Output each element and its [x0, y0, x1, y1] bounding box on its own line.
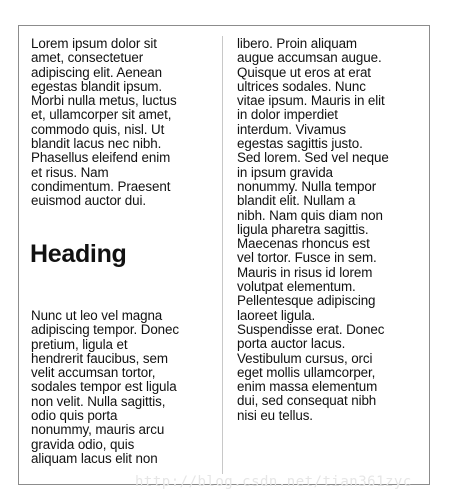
left-column-paragraph-1: Lorem ipsum dolor sit amet, consectetuer adipiscing elit. Aenean egestas blandit ipsum. Morbi nulla metus, luctus et, ullamcorper sit amet, commodo quis, nisl. Ut blandit lacus nec nibh. Phasellus eleifend enim et risus. Nam condimentum. Praesent euismod auctor dui.	[31, 36, 177, 209]
column-divider	[222, 36, 223, 474]
left-column-paragraph-2: Nunc ut leo vel magna adipiscing tempor. Donec pretium, ligula et hendrerit faucibus, sem velit accumsan tortor, sodales tempor est ligula non velit. Nulla sagittis, odio quis porta nonummy, mauris arcu gravida odio, quis aliquam lacus elit non	[31, 308, 179, 466]
document-frame	[18, 25, 430, 485]
watermark-url: http://blog.csdn.net/tian361zyc	[135, 474, 412, 490]
right-column-paragraph: libero. Proin aliquam augue accumsan augue. Quisque ut eros at erat ultrices sodales. Nunc vitae ipsum. Mauris in elit in dolor imperdiet interdum. Vivamus egestas sagittis justo. Sed lorem. Sed vel neque in ipsum gravida nonummy. Nulla tempor blandit elit. Nullam a nibh. Nam quis diam non ligula pharetra sagittis. Maecenas rhoncus est vel tortor. Fusce in sem. Mauris in risus id lorem volutpat elementum. Pellentesque adipiscing laoreet ligula. Suspendisse erat. Donec porta auctor lacus. Vestibulum cursus, orci eget mollis ullamcorper, enim massa elementum dui, sed consequat nibh nisi eu tellus.	[237, 36, 389, 423]
section-heading: Heading	[30, 240, 127, 268]
